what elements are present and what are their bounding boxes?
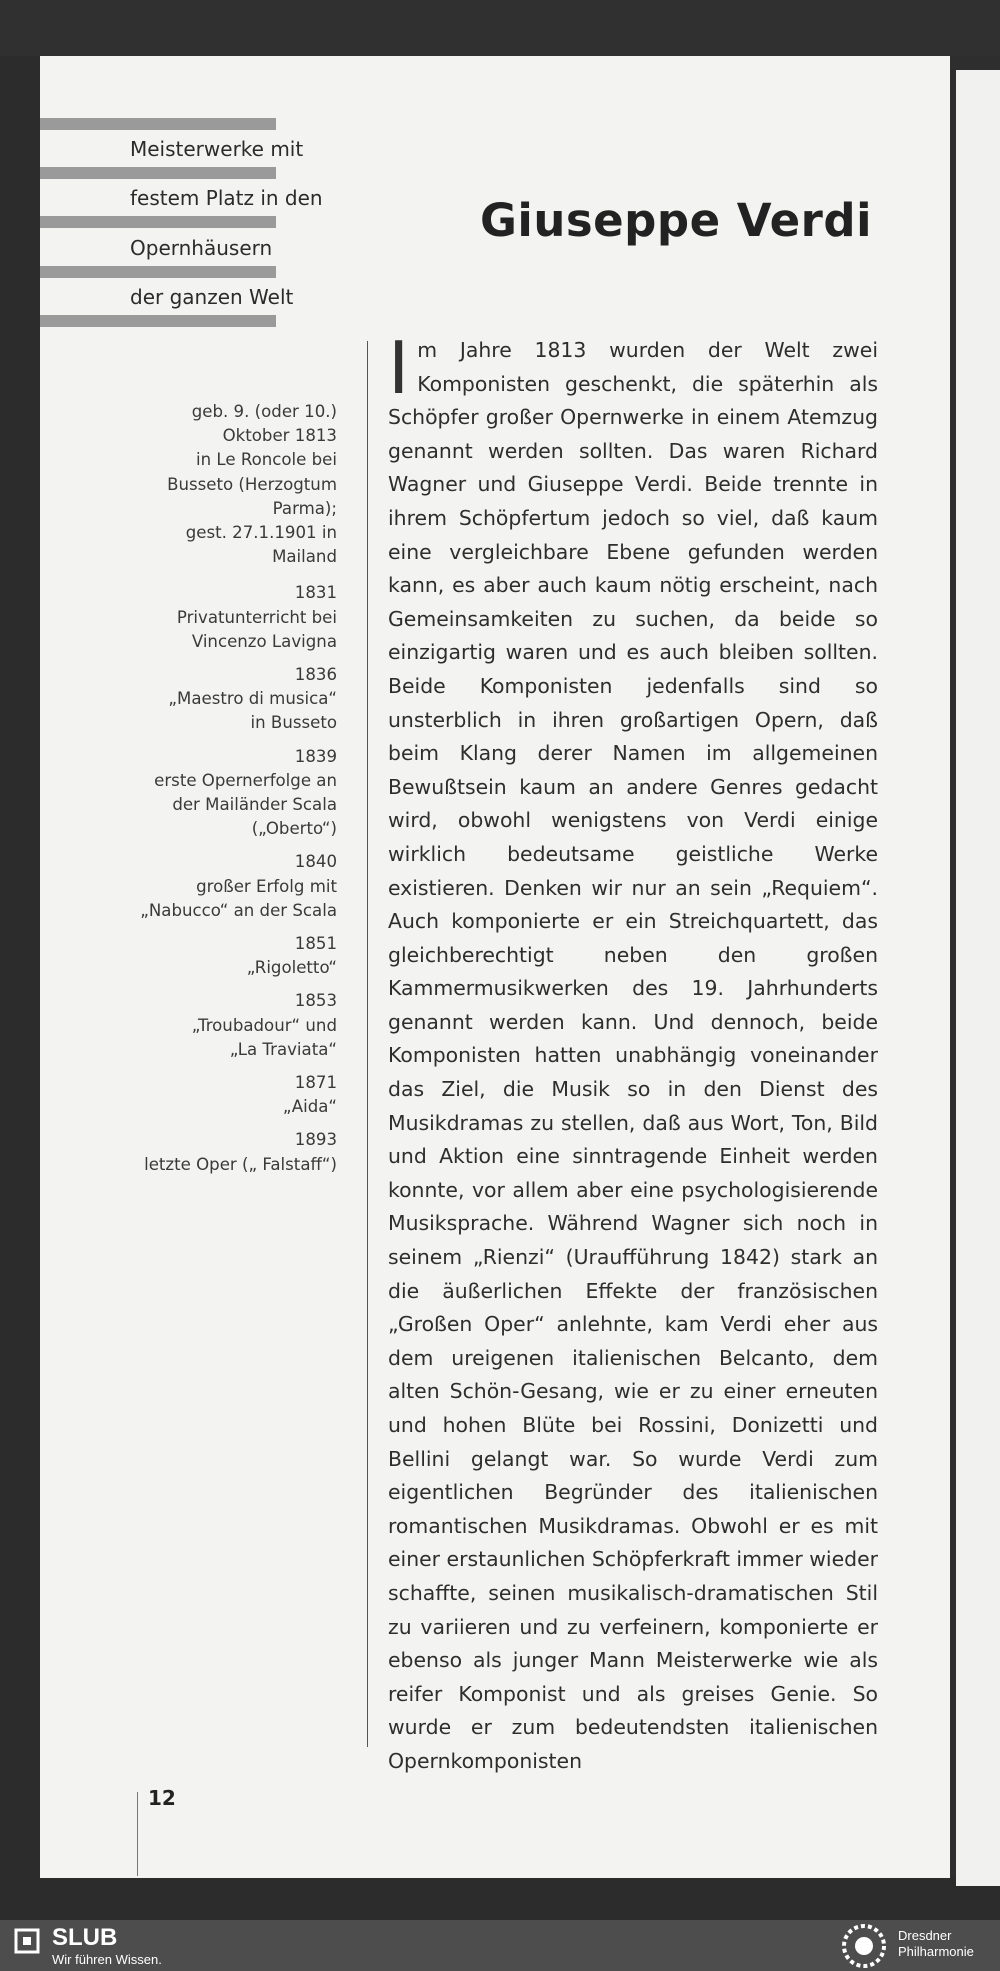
timeline-year: 1839	[294, 746, 337, 766]
timeline-entry	[130, 1128, 337, 1176]
timeline-text: „Troubadour“ und	[191, 1015, 337, 1035]
timeline-year: 1831	[294, 583, 337, 603]
timeline-year: 1853	[294, 991, 337, 1011]
footer-bar	[0, 1920, 1000, 1971]
timeline-text: Mailand	[272, 547, 337, 567]
timeline-entry	[130, 745, 337, 842]
tagline-line: festem Platz in den	[130, 186, 323, 210]
slub-tagline: Wir führen Wissen.	[52, 1952, 162, 1967]
decorative-stripe	[40, 118, 276, 130]
timeline-entry	[130, 581, 337, 654]
timeline-text: Privatunterricht bei	[176, 607, 337, 627]
timeline-text: „Nabucco“ an der Scala	[140, 900, 337, 920]
timeline-text: „Rigoletto“	[246, 958, 337, 978]
timeline-text: Oktober 1813	[222, 426, 337, 446]
timeline-text: erste Opernerfolge an	[154, 770, 337, 790]
timeline-entry	[130, 989, 337, 1062]
tagline-line: Meisterwerke mit	[130, 137, 304, 161]
timeline-year: 1851	[294, 934, 337, 954]
timeline-entry	[130, 400, 337, 569]
timeline-text: gest. 27.1.1901 in	[185, 523, 337, 543]
timeline-year: 1893	[294, 1130, 337, 1150]
partner-name	[898, 1928, 974, 1960]
tagline-line: der ganzen Welt	[130, 285, 294, 309]
timeline-entry	[130, 663, 337, 736]
article-title: Giuseppe Verdi	[479, 194, 872, 247]
decorative-stripe	[40, 315, 276, 327]
decorative-stripe	[40, 167, 276, 179]
biography-timeline	[130, 400, 337, 1186]
timeline-entry	[130, 1071, 337, 1119]
partner-name-line: Philharmonie	[898, 1944, 974, 1959]
timeline-text: Busseto (Herzogtum	[167, 474, 337, 494]
timeline-text: Vincenzo Lavigna	[191, 631, 337, 651]
timeline-text: letzte Oper („ Falstaff“)	[144, 1154, 337, 1174]
timeline-text: Parma);	[272, 498, 337, 518]
decorative-stripe	[40, 216, 276, 228]
column-divider	[367, 341, 368, 1747]
tagline-line: Opernhäusern	[130, 236, 273, 260]
article-text: m Jahre 1813 wurden der Welt zwei Komponisten geschenkt, die späterhin als Schöpfer großer Opernwerke in einem Atemzug genannt werden sollten. Das waren Richard Wagner und Giuseppe Verdi. Beide trennte in ihrem Schöpfertum jedoch so viel, daß kaum eine vergleichbare Ebene gefunden werden kann, es aber auch kaum nötig erscheint, nach Gemeinsamkeiten zu suchen, da beide so einzigartig waren und es auch bleiben sollten. Beide Komponisten jedenfalls sind so unsterblich in ihren großartigen Opern, daß beim Klang derer Namen im allgemeinen Bewußtsein kaum an andere Genres gedacht wird, obwohl wenigstens von Verdi einige wirklich bedeutsame geistliche Werke existieren. Denken wir nur an sein „Requiem“. Auch komponierte er ein Streichquartett, das gleichberechtigt neben den großen Kammermusikwerken des 19. Jahrhunderts genannt werden kann. Und dennoch, beide Komponisten hatten unabhängig voneinander das Ziel, die Musik so in den Dienst des Musikdramas zu stellen, daß aus Wort, Ton, Bild und Aktion eine sinntragende Einheit werden konnte, vor allem aber eine psychologisierende Musiksprache. Während Wagner sich noch in seinem „Rienzi“ (Uraufführung 1842) stark an die äußerlichen Effekte der französischen „Großen Oper“ anlehnte, kam Verdi eher aus dem ureigenen italienischen Belcanto, dem alten Schön-Gesang, wie er zu einer erneuten und hohen Blüte bei Rossini, Donizetti und Bellini gelangt war. So wurde Verdi zum eigentlichen Begründer des italienischen romantischen Musikdramas. Obwohl er es mit einer erstaunlichen Schöpferkraft immer wieder schaffte, seinen musikalisch-dramatischen Stil zu variieren und zu verfeinern, komponierte er ebenso als junger Mann Meisterwerke wie als reifer Komponist und als greises Genie. So wurde er zum bedeutendsten italienischen Opernkomponisten	[388, 338, 878, 1773]
scan-top-edge	[0, 0, 1000, 56]
timeline-text: in Busseto	[250, 713, 337, 733]
timeline-text: „Maestro di musica“	[168, 689, 337, 709]
timeline-year: 1871	[294, 1073, 337, 1093]
decorative-stripe	[40, 266, 276, 278]
timeline-text: geb. 9. (oder 10.)	[191, 402, 337, 421]
philharmonie-logo-icon	[840, 1922, 888, 1970]
timeline-text: „La Traviata“	[229, 1039, 337, 1059]
slub-name: SLUB	[52, 1924, 118, 1951]
page-number: 12	[148, 1786, 176, 1810]
slub-logo-icon	[14, 1928, 40, 1954]
timeline-entry	[130, 850, 337, 923]
timeline-text: („Oberto“)	[251, 819, 337, 839]
article-body	[388, 326, 878, 1779]
page-number-rule	[137, 1792, 138, 1876]
drop-cap: I	[388, 326, 410, 410]
timeline-text: großer Erfolg mit	[196, 876, 337, 896]
partner-name-line: Dresdner	[898, 1928, 952, 1943]
timeline-text: der Mailänder Scala	[172, 795, 337, 815]
timeline-text: in Le Roncole bei	[195, 450, 337, 470]
timeline-year: 1840	[294, 852, 337, 872]
adjacent-page-edge	[956, 70, 1000, 1886]
timeline-year: 1836	[294, 665, 337, 685]
timeline-text: „Aida“	[282, 1097, 337, 1117]
timeline-entry	[130, 932, 337, 980]
